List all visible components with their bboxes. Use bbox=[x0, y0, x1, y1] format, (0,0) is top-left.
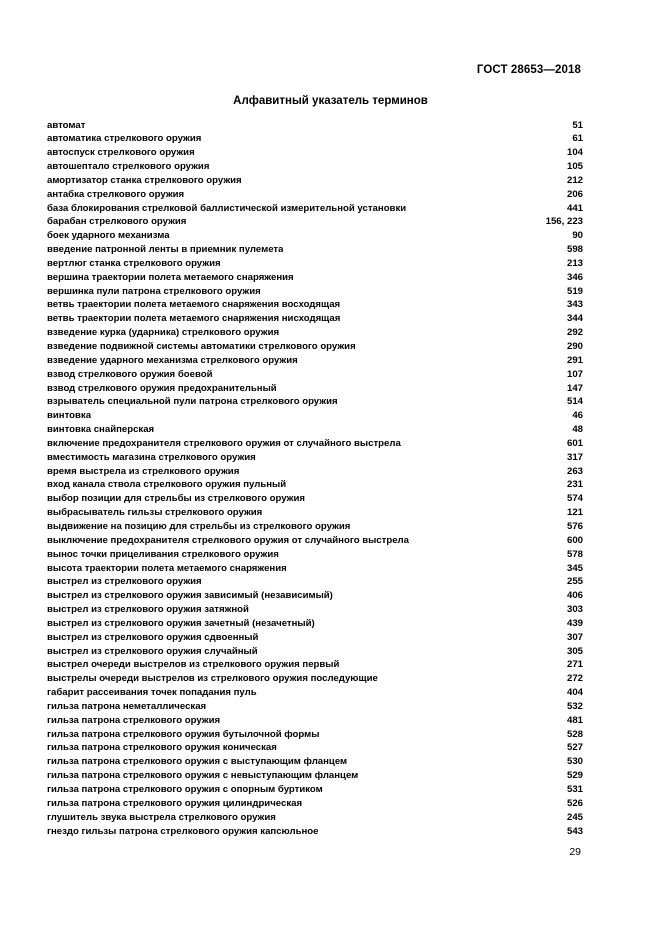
index-entry bbox=[47, 215, 583, 229]
index-entry bbox=[47, 478, 583, 492]
index-entry bbox=[47, 534, 583, 548]
index-entry bbox=[47, 562, 583, 576]
index-term: выстрел из стрелкового оружия сдвоенный bbox=[47, 631, 259, 643]
index-entry bbox=[47, 160, 583, 174]
index-entry bbox=[47, 645, 583, 659]
index-entry bbox=[47, 285, 583, 299]
index-entry bbox=[47, 132, 583, 146]
index-term: гильза патрона стрелкового оружия коническая bbox=[47, 742, 277, 754]
index-entry bbox=[47, 354, 583, 368]
index-entry bbox=[47, 368, 583, 382]
index-term: гильза патрона неметаллическая bbox=[47, 700, 207, 712]
index-entry bbox=[47, 271, 583, 285]
index-entry bbox=[47, 382, 583, 396]
index-entry bbox=[47, 548, 583, 562]
index-page-ref: 598 bbox=[566, 244, 583, 256]
index-term: база блокирования стрелковой баллистической измерительной установки bbox=[47, 202, 407, 214]
index-page-ref: 576 bbox=[566, 520, 583, 532]
index-term: антабка стрелкового оружия bbox=[47, 188, 185, 200]
index-page-ref: 317 bbox=[566, 451, 583, 463]
index-page-ref: 406 bbox=[566, 590, 583, 602]
index-page-ref: 346 bbox=[566, 271, 583, 283]
index-page-ref: 578 bbox=[566, 548, 583, 560]
index-entry bbox=[47, 797, 583, 811]
index-term: автошептало стрелкового оружия bbox=[47, 161, 210, 173]
index-term: вершина траектории полета метаемого снаряжения bbox=[47, 271, 294, 283]
index-page-ref: 305 bbox=[566, 645, 583, 657]
index-term: выдвижение на позицию для стрельбы из стрелкового оружия bbox=[47, 520, 351, 532]
index-term: взвод стрелкового оружия боевой bbox=[47, 368, 213, 380]
index-entry bbox=[47, 174, 583, 188]
index-page-ref: 600 bbox=[566, 534, 583, 546]
index-page-ref: 272 bbox=[566, 673, 583, 685]
index-page-ref: 345 bbox=[566, 562, 583, 574]
index-term: выстрел из стрелкового оружия bbox=[47, 576, 202, 588]
index-entry bbox=[47, 603, 583, 617]
index-term: вынос точки прицеливания стрелкового оружия bbox=[47, 548, 279, 560]
index-term: гильза патрона стрелкового оружия с выступающим фланцем bbox=[47, 756, 348, 768]
index-page-ref: 344 bbox=[566, 313, 583, 325]
index-page-ref: 121 bbox=[566, 507, 583, 519]
index-entry bbox=[47, 783, 583, 797]
index-term: высота траектории полета метаемого снаряжения bbox=[47, 562, 287, 574]
index-page-ref: 292 bbox=[566, 327, 583, 339]
index-entry bbox=[47, 700, 583, 714]
index-entry bbox=[47, 811, 583, 825]
index-entry bbox=[47, 520, 583, 534]
index-term: введение патронной ленты в приемник пулемета bbox=[47, 244, 284, 256]
index-term: автомат bbox=[47, 119, 86, 131]
index-entry bbox=[47, 686, 583, 700]
index-entry bbox=[47, 741, 583, 755]
index-term: выстрелы очереди выстрелов из стрелкового оружия последующие bbox=[47, 673, 378, 685]
index-term: винтовка снайперская bbox=[47, 424, 155, 436]
index-page-ref: 531 bbox=[566, 784, 583, 795]
index-term: винтовка bbox=[47, 410, 92, 422]
index-term: вместимость магазина стрелкового оружия bbox=[47, 451, 256, 463]
index-term: выстрел из стрелкового оружия случайный bbox=[47, 645, 258, 657]
index-page-ref: 529 bbox=[566, 770, 583, 782]
index-entry bbox=[47, 617, 583, 631]
index-page-ref: 213 bbox=[566, 257, 583, 269]
index-entry bbox=[47, 825, 583, 839]
index-term: барабан стрелкового оружия bbox=[47, 216, 187, 228]
index-term: гильза патрона стрелкового оружия цилиндрическая bbox=[47, 797, 303, 809]
index-entry bbox=[47, 589, 583, 603]
index-entry bbox=[47, 340, 583, 354]
index-entry bbox=[47, 188, 583, 202]
index-entry bbox=[47, 257, 583, 271]
index-term: гильза патрона стрелкового оружия с опорным буртиком bbox=[47, 784, 323, 795]
index-page-ref: 105 bbox=[566, 161, 583, 173]
index-entry bbox=[47, 229, 583, 243]
index-page-ref: 543 bbox=[566, 825, 583, 837]
index-entry bbox=[47, 409, 583, 423]
index-page-ref: 147 bbox=[566, 382, 583, 394]
index-page-ref: 527 bbox=[566, 742, 583, 754]
index-term: взведение ударного механизма стрелкового оружия bbox=[47, 354, 298, 366]
index-term: гнездо гильзы патрона стрелкового оружия капсюльное bbox=[47, 825, 319, 837]
page-number: 29 bbox=[569, 846, 581, 858]
index-page-ref: 290 bbox=[566, 341, 583, 352]
index-term: амортизатор станка стрелкового оружия bbox=[47, 174, 242, 186]
index-entry bbox=[47, 243, 583, 257]
index-term: вершинка пули патрона стрелкового оружия bbox=[47, 285, 261, 297]
index-entry bbox=[47, 465, 583, 479]
index-page-ref: 231 bbox=[566, 479, 583, 491]
index-entry bbox=[47, 437, 583, 451]
index-term: взведение подвижной системы автоматики стрелкового оружия bbox=[47, 341, 356, 352]
index-entry bbox=[47, 672, 583, 686]
index-term: взрыватель специальной пули патрона стрелкового оружия bbox=[47, 396, 338, 408]
index-term: гильза патрона стрелкового оружия bbox=[47, 714, 221, 726]
index-entry bbox=[47, 492, 583, 506]
index-entry bbox=[47, 312, 583, 326]
index-page-ref: 343 bbox=[566, 299, 583, 311]
index-page-ref: 46 bbox=[572, 410, 583, 422]
term-index-list bbox=[47, 119, 583, 839]
index-entry bbox=[47, 146, 583, 160]
index-entry bbox=[47, 506, 583, 520]
index-page-ref: 601 bbox=[566, 437, 583, 449]
index-term: выстрел очереди выстрелов из стрелкового оружия первый bbox=[47, 659, 340, 671]
index-term: выстрел из стрелкового оружия зависимый (независимый) bbox=[47, 590, 333, 602]
index-page-ref: 51 bbox=[572, 119, 583, 131]
index-entry bbox=[47, 395, 583, 409]
index-term: вход канала ствола стрелкового оружия пульный bbox=[47, 479, 287, 491]
index-term: глушитель звука выстрела стрелкового оружия bbox=[47, 811, 276, 823]
index-entry bbox=[47, 423, 583, 437]
index-page-ref: 303 bbox=[566, 604, 583, 616]
index-entry bbox=[47, 728, 583, 742]
index-term: взвод стрелкового оружия предохранительный bbox=[47, 382, 277, 394]
index-page-ref: 307 bbox=[566, 631, 583, 643]
index-page-ref: 104 bbox=[566, 147, 583, 159]
index-page-ref: 528 bbox=[566, 728, 583, 740]
index-page-ref: 519 bbox=[566, 285, 583, 297]
index-page-ref: 90 bbox=[572, 230, 583, 242]
index-page-ref: 514 bbox=[566, 396, 583, 408]
index-page-ref: 61 bbox=[572, 133, 583, 145]
index-term: ветвь траектории полета метаемого снаряжения нисходящая bbox=[47, 313, 341, 325]
index-term: автоматика стрелкового оружия bbox=[47, 133, 202, 145]
index-page-ref: 206 bbox=[566, 188, 583, 200]
index-page-ref: 48 bbox=[572, 424, 583, 436]
index-page-ref: 156, 223 bbox=[545, 216, 583, 228]
index-term: вертлюг станка стрелкового оружия bbox=[47, 257, 221, 269]
index-term: взведение курка (ударника) стрелкового оружия bbox=[47, 327, 280, 339]
index-page-ref: 107 bbox=[566, 368, 583, 380]
index-entry bbox=[47, 451, 583, 465]
document-code: ГОСТ 28653—2018 bbox=[476, 64, 581, 76]
index-entry bbox=[47, 658, 583, 672]
index-entry bbox=[47, 755, 583, 769]
index-page-ref: 263 bbox=[566, 465, 583, 477]
index-page-ref: 212 bbox=[566, 174, 583, 186]
index-page-ref: 271 bbox=[566, 659, 583, 671]
index-page-ref: 255 bbox=[566, 576, 583, 588]
index-page-ref: 530 bbox=[566, 756, 583, 768]
index-term: включение предохранителя стрелкового оружия от случайного выстрела bbox=[47, 437, 401, 449]
index-term: боек ударного механизма bbox=[47, 230, 170, 242]
index-title: Алфавитный указатель терминов bbox=[233, 95, 428, 107]
index-entry bbox=[47, 326, 583, 340]
index-entry bbox=[47, 714, 583, 728]
index-term: выстрел из стрелкового оружия затяжной bbox=[47, 604, 249, 616]
index-term: выбор позиции для стрельбы из стрелкового оружия bbox=[47, 493, 305, 505]
index-page-ref: 404 bbox=[566, 687, 583, 699]
index-term: время выстрела из стрелкового оружия bbox=[47, 465, 240, 477]
index-page-ref: 526 bbox=[566, 797, 583, 809]
index-page-ref: 441 bbox=[566, 202, 583, 214]
index-page-ref: 481 bbox=[566, 714, 583, 726]
index-page-ref: 532 bbox=[566, 700, 583, 712]
index-entry bbox=[47, 202, 583, 216]
index-term: выбрасыватель гильзы стрелкового оружия bbox=[47, 507, 263, 519]
index-page-ref: 245 bbox=[566, 811, 583, 823]
index-term: гильза патрона стрелкового оружия с невыступающим фланцем bbox=[47, 770, 359, 782]
index-entry bbox=[47, 631, 583, 645]
index-page-ref: 439 bbox=[566, 617, 583, 629]
index-term: ветвь траектории полета метаемого снаряжения восходящая bbox=[47, 299, 341, 311]
index-entry bbox=[47, 119, 583, 133]
index-entry bbox=[47, 298, 583, 312]
index-term: автоспуск стрелкового оружия bbox=[47, 147, 195, 159]
index-term: гильза патрона стрелкового оружия бутылочной формы bbox=[47, 728, 320, 740]
index-entry bbox=[47, 575, 583, 589]
index-term: выстрел из стрелкового оружия зачетный (незачетный) bbox=[47, 617, 315, 629]
index-page-ref: 574 bbox=[566, 493, 583, 505]
index-entry bbox=[47, 769, 583, 783]
index-term: габарит рассеивания точек попадания пуль bbox=[47, 687, 257, 699]
index-term: выключение предохранителя стрелкового оружия от случайного выстрела bbox=[47, 534, 409, 546]
index-page-ref: 291 bbox=[566, 354, 583, 366]
